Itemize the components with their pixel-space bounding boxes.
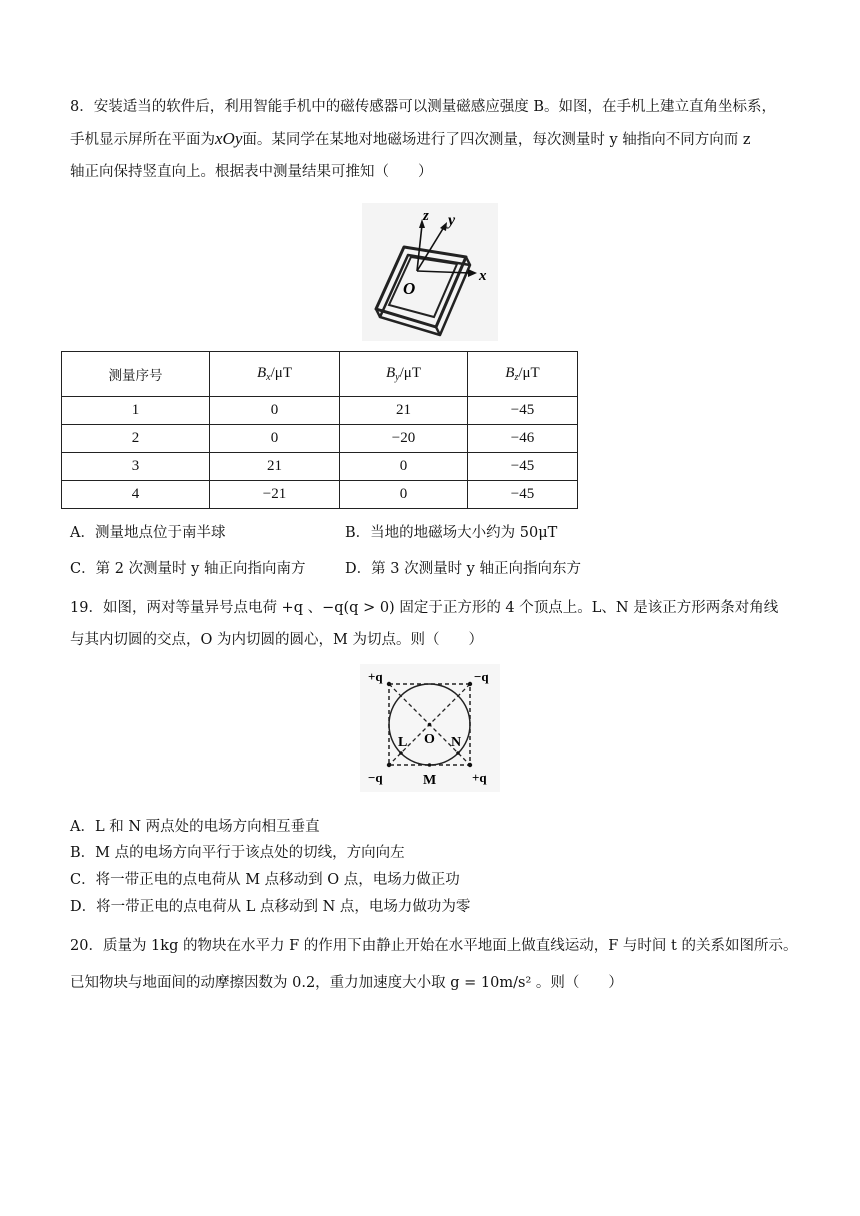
charge-label-top-left: +q	[368, 669, 383, 684]
question-20-stem	[70, 928, 800, 1002]
q8-line-2-part-a: 手机显示屏所在平面为	[70, 132, 215, 148]
q20-line-1: 20．质量为 1kg 的物块在水平力 F 的作用下由静止开始在水平地面上做直线运动，F 与时间 t 的关系如图所示。	[70, 938, 798, 954]
q8-option-a: A．测量地点位于南半球	[70, 525, 226, 541]
q8-option-b: B．当地的地磁场大小约为 50μT	[345, 525, 558, 541]
question-19-stem	[70, 592, 800, 656]
table-cell: 3	[62, 453, 210, 481]
q19-option-b: B．M 点的电场方向平行于该点处的切线，方向向左	[70, 845, 405, 861]
table-cell: 0	[340, 453, 468, 481]
q8-line-3: 轴正向保持竖直向上。根据表中测量结果可推知（ ）	[70, 164, 433, 180]
q19-line-2: 与其内切圆的交点，O 为内切圆的圆心，M 为切点。则（ ）	[70, 632, 483, 648]
table-cell: 0	[210, 397, 340, 425]
charge-label-bottom-left: −q	[368, 770, 383, 785]
table-row	[62, 453, 578, 481]
q19-option-c: C．将一带正电的点电荷从 M 点移动到 O 点，电场力做正功	[70, 872, 460, 888]
q19-option-a: A．L 和 N 两点处的电场方向相互垂直	[70, 819, 320, 835]
table-cell: −45	[468, 453, 578, 481]
axis-label-x: x	[479, 268, 487, 284]
table-cell: 2	[62, 425, 210, 453]
axis-label-z: z	[423, 208, 429, 224]
header-bz: $B_z/\mu T$	[468, 352, 578, 397]
table-row	[62, 397, 578, 425]
table-cell: 4	[62, 481, 210, 509]
table-cell: 21	[340, 397, 468, 425]
table-cell: 1	[62, 397, 210, 425]
table-cell: −20	[340, 425, 468, 453]
q8-plane-var: xOy	[215, 129, 243, 148]
q8-line-2-part-b: 面。某同学在某地对地磁场进行了四次测量，每次测量时 y 轴指向不同方向而 z	[242, 132, 751, 148]
table-cell: −45	[468, 481, 578, 509]
point-label-m: M	[423, 773, 437, 788]
table-cell: 0	[340, 481, 468, 509]
table-cell: −46	[468, 425, 578, 453]
phone-axes-figure	[362, 203, 498, 341]
point-label-o: O	[424, 732, 435, 747]
measurement-table	[61, 351, 578, 509]
point-label-n: N	[451, 735, 462, 750]
table-header-row	[62, 352, 578, 397]
header-by: $B_y/\mu T$	[340, 352, 468, 397]
charge-label-bottom-right: +q	[472, 770, 487, 785]
charges-square-figure	[360, 664, 500, 792]
q8-line-2	[70, 123, 800, 156]
header-index: 测量序号	[62, 352, 210, 397]
q19-line-1: 19．如图，两对等量异号点电荷 +q 、−q(q > 0) 固定于正方形的 4 个顶点上。L、N 是该正方形两条对角线	[70, 600, 779, 616]
point-label-l: L	[398, 735, 408, 750]
q8-option-d: D．第 3 次测量时 y 轴正向指向东方	[345, 561, 581, 577]
table-cell: 21	[210, 453, 340, 481]
table-cell: 0	[210, 425, 340, 453]
question-8-stem	[70, 91, 800, 188]
origin-label-o: O	[403, 279, 416, 298]
axis-label-y: y	[448, 212, 456, 229]
q8-option-c: C．第 2 次测量时 y 轴正向指向南方	[70, 561, 306, 577]
table-row	[62, 425, 578, 453]
table-cell: −21	[210, 481, 340, 509]
header-bx: $B_x/\mu T$	[210, 352, 340, 397]
charge-label-top-right: −q	[474, 669, 489, 684]
table-cell: −45	[468, 397, 578, 425]
table-row	[62, 481, 578, 509]
q19-option-d: D．将一带正电的点电荷从 L 点移动到 N 点，电场力做功为零	[70, 899, 471, 915]
q8-line-1: 8．安装适当的软件后，利用智能手机中的磁传感器可以测量磁感应强度 B。如图，在手机上建立直角坐标系，	[70, 99, 776, 115]
q20-line-2: 已知物块与地面间的动摩擦因数为 0.2，重力加速度大小取 g = 10m/s² 。则（ ）	[70, 975, 623, 991]
